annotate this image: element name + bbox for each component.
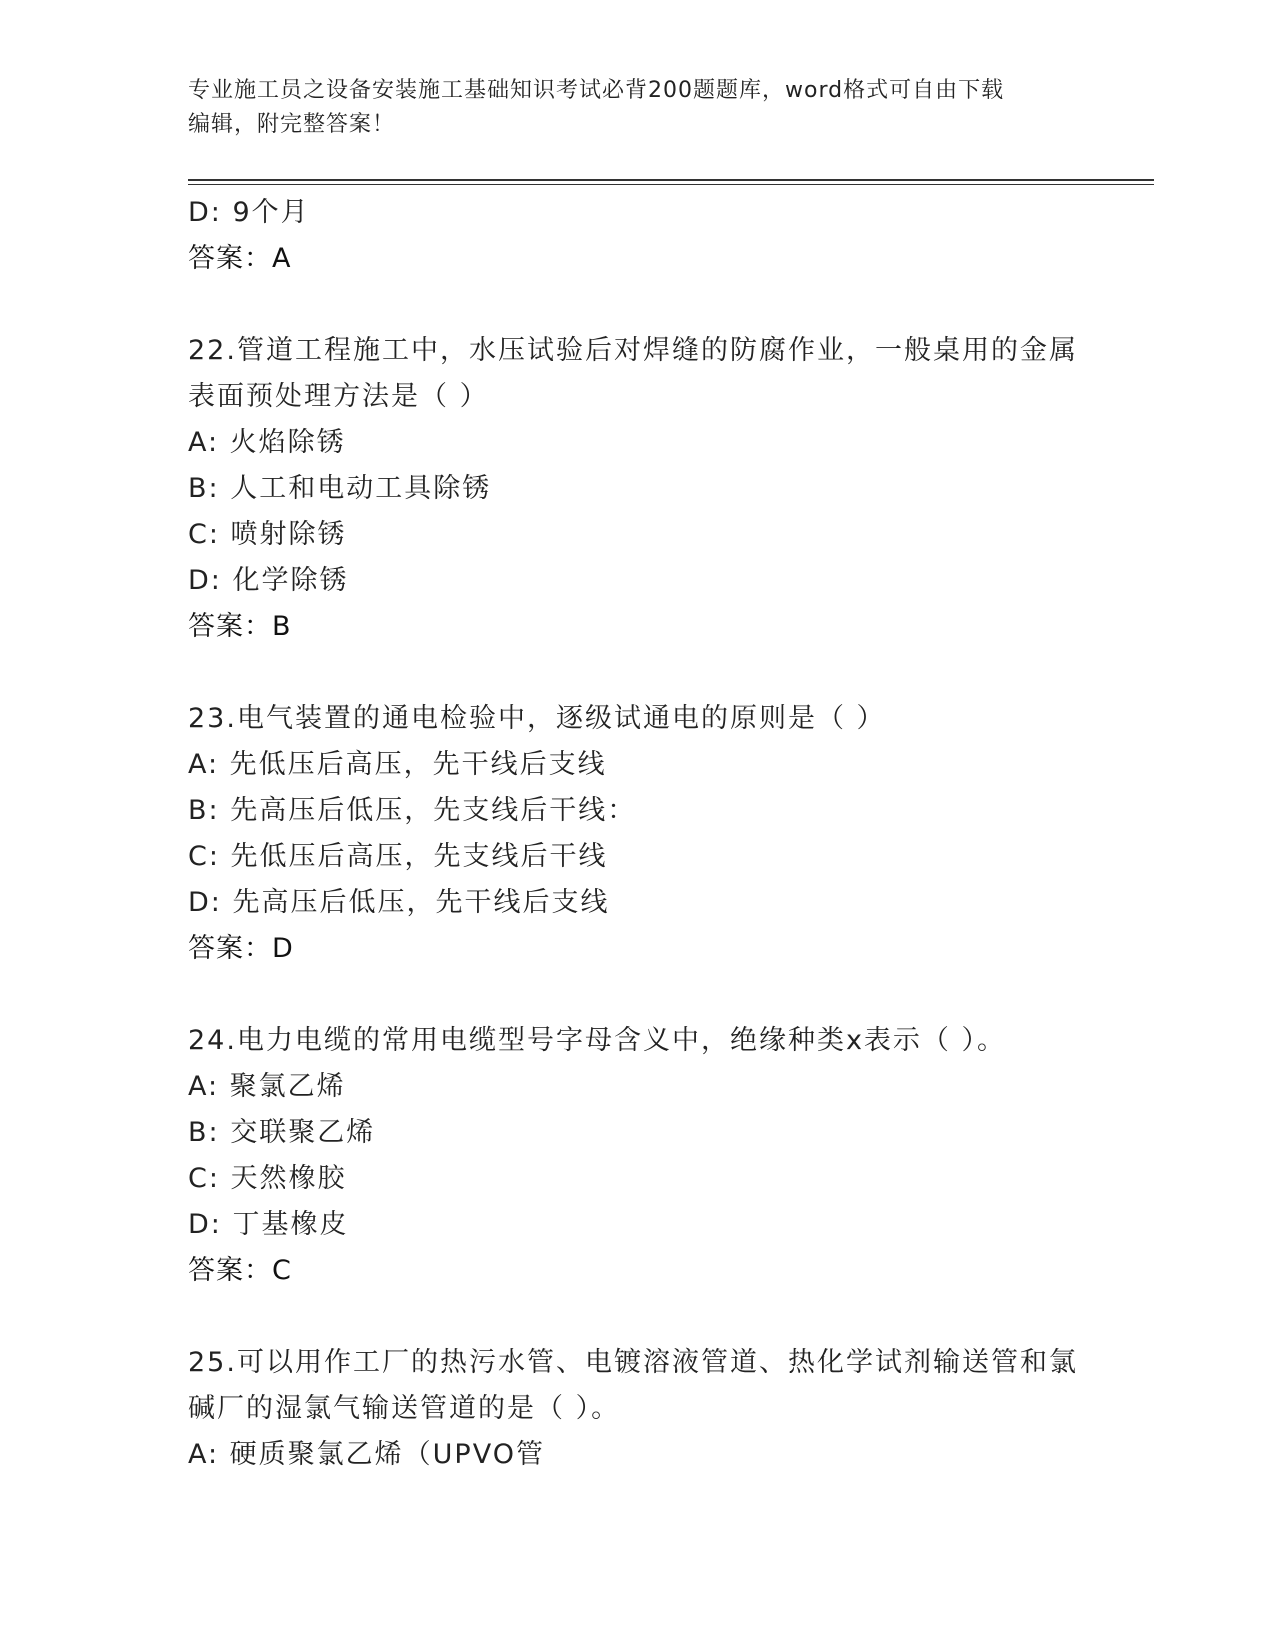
option-c: C: 喷射除锈: [188, 519, 347, 550]
answer-label: 答案：C: [188, 1255, 292, 1286]
option-a: A: 硬质聚氯乙烯（UPVO管: [188, 1439, 545, 1470]
option-b: B: 交联聚乙烯: [188, 1117, 376, 1148]
question-24: [188, 1018, 1148, 1294]
question-list: [188, 190, 1148, 1478]
header-title-line-1: 专业施工员之设备安装施工基础知识考试必背200题题库，word格式可自由下载: [188, 78, 1005, 103]
answer-label: 答案：B: [188, 611, 292, 642]
option-a: A: 聚氯乙烯: [188, 1071, 346, 1102]
answer-label: 答案：A: [188, 243, 292, 274]
option-a: A: 先低压后高压，先干线后支线: [188, 749, 607, 780]
option-d: D: 化学除锈: [188, 565, 349, 596]
option-d: D: 丁基橡皮: [188, 1209, 349, 1240]
option-d: D: 先高压后低压，先干线后支线: [188, 887, 610, 918]
option-c: C: 先低压后高压，先支线后干线: [188, 841, 608, 872]
spacer: [188, 972, 1148, 1018]
question-stem: 22.管道工程施工中，水压试验后对焊缝的防腐作业，一般桌用的金属: [188, 335, 1078, 366]
option-d: D: 9个月: [188, 197, 310, 228]
question-22: [188, 328, 1148, 650]
question-stem: 23.电气装置的通电检验中，逐级试通电的原则是（ ）: [188, 703, 886, 734]
option-a: A: 火焰除锈: [188, 427, 346, 458]
question-23: [188, 696, 1148, 972]
question-stem: 24.电力电缆的常用电缆型号字母含义中，绝缘种类x表示（ ）。: [188, 1025, 1006, 1056]
answer-label: 答案：D: [188, 933, 294, 964]
question-stem-continued: 表面预处理方法是（ ）: [188, 381, 489, 412]
header-divider-thick: [188, 179, 1154, 181]
option-b: B: 先高压后低压，先支线后干线：: [188, 795, 637, 826]
question-stem: 25.可以用作工厂的热污水管、电镀溶液管道、热化学试剂输送管和氯: [188, 1347, 1078, 1378]
option-b: B: 人工和电动工具除锈: [188, 473, 492, 504]
document-header: [188, 74, 1088, 142]
question-21-tail: [188, 190, 1148, 282]
question-stem-continued: 碱厂的湿氯气输送管道的是（ ）。: [188, 1393, 621, 1424]
header-divider-thin: [188, 184, 1154, 185]
spacer: [188, 1294, 1148, 1340]
spacer: [188, 282, 1148, 328]
spacer: [188, 650, 1148, 696]
question-25: [188, 1340, 1148, 1478]
option-c: C: 天然橡胶: [188, 1163, 347, 1194]
header-title-line-2: 编辑，附完整答案！: [188, 112, 396, 137]
